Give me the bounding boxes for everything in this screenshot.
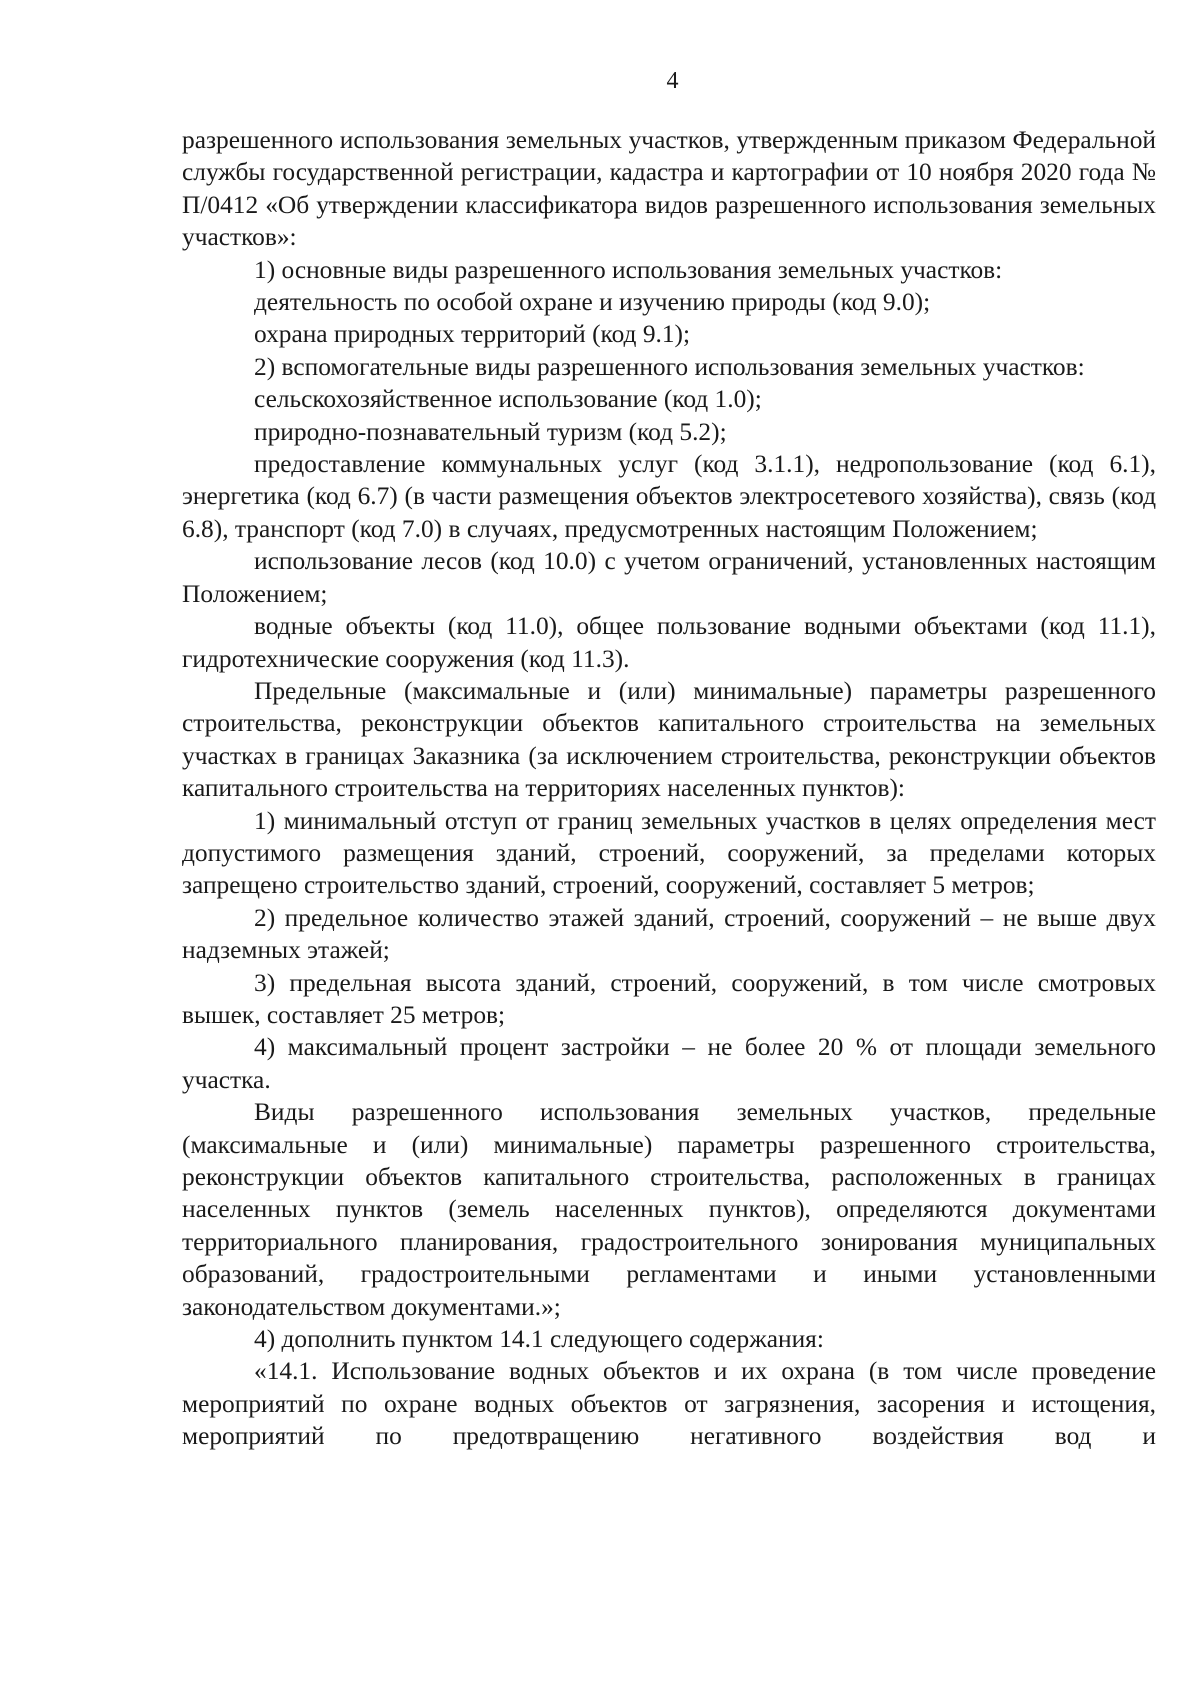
paragraph-main-use-territory-protection: охрана природных территорий (код 9.1); — [254, 320, 691, 349]
paragraph-parameter-coverage: 4) максимальный процент застройки – не более 20 % от площади земельного участка. — [182, 1033, 1156, 1094]
page-number: 4 — [666, 68, 679, 94]
paragraph-parameter-height: 3) предельная высота зданий, строений, сооружений, в том числе смотровых вышек, составляет 25 метров; — [182, 968, 1156, 1029]
paragraph-auxiliary-uses-heading: 2) вспомогательные виды разрешенного использования земельных участков: — [254, 352, 1085, 381]
paragraph-auxiliary-use-water: водные объекты (код 11.0), общее пользование водными объектами (код 11.1), гидротехнические сооружения (код 11.3). — [182, 612, 1156, 673]
paragraph-parameter-setback: 1) минимальный отступ от границ земельных участков в целях определения мест допустимого размещения зданий, строений, сооружений, за пределами которых запрещено строительство зданий, строений, сооружений, составляет 5 метров; — [182, 806, 1156, 900]
paragraph-amendment-14-1: 4) дополнить пунктом 14.1 следующего содержания: — [254, 1325, 824, 1354]
paragraph-parameter-floors: 2) предельное количество этажей зданий, строений, сооружений – не выше двух надземных этажей; — [182, 903, 1156, 965]
paragraph-clause-14-1: «14.1. Использование водных объектов и их охрана (в том числе проведение мероприятий по охране водных объектов от загрязнения, засорения и истощения, мероприятий по предотвращению негативного воздействия вод и — [182, 1357, 1156, 1451]
paragraph-main-use-nature-protection: деятельность по особой охране и изучению природы (код 9.0); — [254, 288, 931, 317]
paragraph-auxiliary-use-forests: использование лесов (код 10.0) с учетом ограничений, установленных настоящим Положением; — [182, 547, 1156, 608]
paragraph-auxiliary-use-utilities: предоставление коммунальных услуг (код 3.1.1), недропользование (код 6.1), энергетика (код 6.7) (в части размещения объектов электросетевого хозяйства), связь (код 6.8), транспорт (код 7.0) в случаях, предусмотренных настоящим Положением; — [182, 450, 1156, 543]
paragraph-settlement-uses: Виды разрешенного использования земельных участков, предельные (максимальные и (или) минимальные) параметры разрешенного строительства, реконструкции объектов капитального строительства, расположенных в границах населенных пунктов (земель населенных пунктов), определяются документами территориального планирования, градостроительного зонирования муниципальных образований, градостроительными регламентами и иными установленными законодательством документами.»; — [182, 1098, 1156, 1321]
document-body — [182, 124, 1156, 1453]
paragraph-auxiliary-use-agriculture: сельскохозяйственное использование (код 1.0); — [254, 385, 762, 414]
paragraph-classifier-reference: разрешенного использования земельных участков, утвержденным приказом Федеральной службы государственной регистрации, кадастра и картографии от 10 ноября 2020 года № П/0412 «Об утверждении классификатора видов разрешенного использования земельных участков»: — [182, 126, 1156, 252]
paragraph-main-uses-heading: 1) основные виды разрешенного использования земельных участков: — [254, 255, 1003, 284]
paragraph-auxiliary-use-tourism: природно-познавательный туризм (код 5.2); — [254, 417, 727, 446]
paragraph-construction-parameters: Предельные (максимальные и (или) минимальные) параметры разрешенного строительства, реконструкции объектов капитального строительства на земельных участках в границах Заказника (за исключением строительства, реконструкции объектов капитального строительства на территориях населенных пунктов): — [182, 676, 1156, 803]
